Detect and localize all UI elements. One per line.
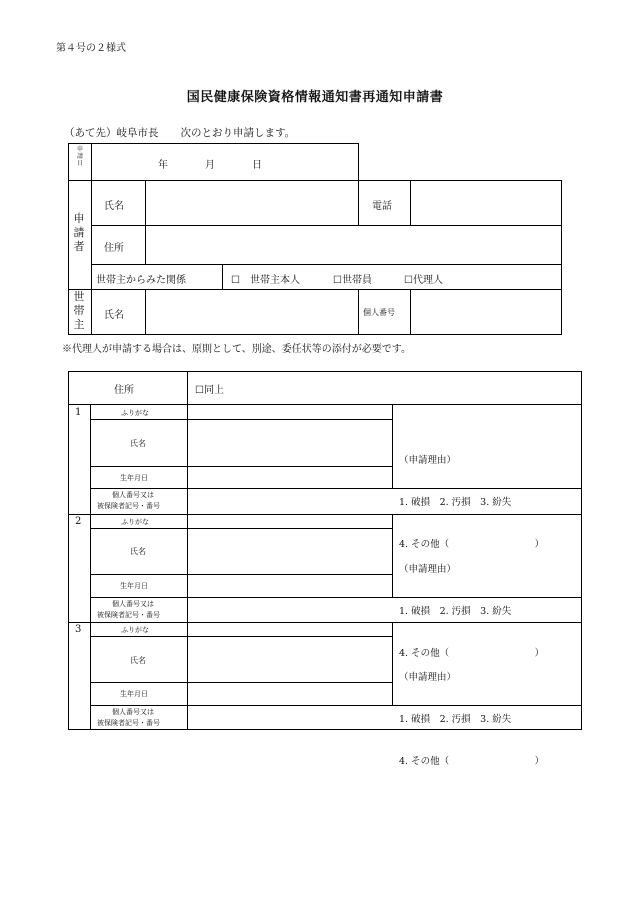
- id-label-line1: 個人番号又は: [112, 600, 154, 608]
- label-char: 申: [76, 146, 83, 153]
- label-char: 帯: [73, 304, 85, 317]
- member-name-field[interactable]: [189, 638, 390, 681]
- personal-number-field[interactable]: [413, 293, 559, 331]
- reason-heading: （申請理由）: [399, 455, 457, 466]
- member-name-label: 氏名: [130, 547, 146, 556]
- reason-options[interactable]: 1. 破損 2. 汚損 3. 紛失: [399, 606, 512, 617]
- member-name-field[interactable]: [189, 421, 390, 465]
- birthdate-field[interactable]: [189, 576, 390, 596]
- birthdate-label: 生年月日: [120, 582, 148, 590]
- householder-label: [72, 290, 86, 332]
- label-char: 請: [73, 226, 85, 239]
- form-number: 第４号の２様式: [56, 43, 126, 54]
- birthdate-field[interactable]: [189, 684, 390, 704]
- relation-option-self[interactable]: ☐ 世帯主本人: [231, 275, 300, 286]
- birthdate-label: 生年月日: [120, 474, 148, 482]
- furigana-label: ふりがな: [121, 409, 149, 417]
- reason-other[interactable]: 4. その他（ ）: [399, 648, 545, 659]
- label-char: 世: [73, 290, 85, 303]
- reason-other[interactable]: 4. その他（ ）: [399, 756, 545, 767]
- application-date-input[interactable]: [95, 146, 355, 178]
- row-number: 3: [75, 624, 82, 635]
- label-char: 申: [73, 212, 85, 225]
- applicant-label: [72, 212, 86, 254]
- members-address-label: 住所: [114, 385, 134, 396]
- proxy-note: ※代理人が申請する場合は、原則として、別途、委任状等の添付が必要です。: [62, 344, 411, 355]
- applicant-name-label: 氏名: [104, 201, 124, 212]
- birthdate-field[interactable]: [189, 468, 390, 487]
- relation-label: 世帯主からみた関係: [96, 275, 186, 286]
- day-label: 日: [252, 160, 262, 171]
- addressee-line: [64, 125, 317, 140]
- member-name-label: 氏名: [130, 656, 146, 665]
- applicant-address-label: 住所: [104, 243, 124, 254]
- id-label-line1: 個人番号又は: [112, 708, 154, 716]
- furigana-field[interactable]: [189, 516, 390, 527]
- furigana-label: ふりがな: [121, 626, 149, 634]
- reason-block[interactable]: [399, 643, 544, 783]
- householder-name-field[interactable]: [148, 293, 355, 331]
- birthdate-label: 生年月日: [120, 690, 148, 698]
- label-char: 日: [76, 160, 83, 167]
- application-date-label: [72, 146, 88, 167]
- addressee-to: （あて先）岐阜市長: [64, 127, 159, 139]
- furigana-label: ふりがな: [121, 518, 149, 526]
- phone-field[interactable]: [413, 184, 559, 222]
- row-number: 2: [75, 516, 82, 527]
- id-label-line2: 被保険者記号・番号: [97, 611, 160, 619]
- label-char: 主: [73, 318, 85, 331]
- reason-heading: （申請理由）: [399, 672, 457, 683]
- year-label: 年: [158, 160, 168, 171]
- phone-label: 電話: [372, 201, 392, 212]
- applicant-address-field[interactable]: [148, 228, 558, 261]
- id-label-line2: 被保険者記号・番号: [97, 502, 160, 510]
- addressee-text: 次のとおり申請します。: [180, 127, 296, 139]
- label-char: 請: [76, 153, 83, 160]
- month-label: 月: [205, 160, 215, 171]
- label-char: 者: [73, 240, 85, 253]
- row-number: 1: [75, 407, 82, 418]
- furigana-field[interactable]: [189, 406, 390, 418]
- reason-options[interactable]: 1. 破損 2. 汚損 3. 紛失: [399, 714, 512, 725]
- reason-options[interactable]: 1. 破損 2. 汚損 3. 紛失: [399, 497, 512, 508]
- reason-other[interactable]: 4. その他（ ）: [399, 539, 545, 550]
- furigana-field[interactable]: [189, 624, 390, 635]
- relation-option-member[interactable]: ☐世帯員: [333, 275, 372, 286]
- page-title: 国民健康保険資格情報通知書再通知申請書: [186, 90, 444, 105]
- member-name-field[interactable]: [189, 530, 390, 573]
- personal-number-label: 個人番号: [363, 308, 395, 317]
- applicant-name-field[interactable]: [148, 184, 355, 222]
- same-as-above-checkbox[interactable]: ☐同上: [195, 385, 224, 396]
- id-label-line2: 被保険者記号・番号: [97, 719, 160, 727]
- member-name-label: 氏名: [130, 439, 146, 448]
- id-label-line1: 個人番号又は: [112, 491, 154, 499]
- relation-option-proxy[interactable]: ☐代理人: [404, 275, 443, 286]
- reason-heading: （申請理由）: [399, 564, 457, 575]
- householder-name-label: 氏名: [104, 310, 124, 321]
